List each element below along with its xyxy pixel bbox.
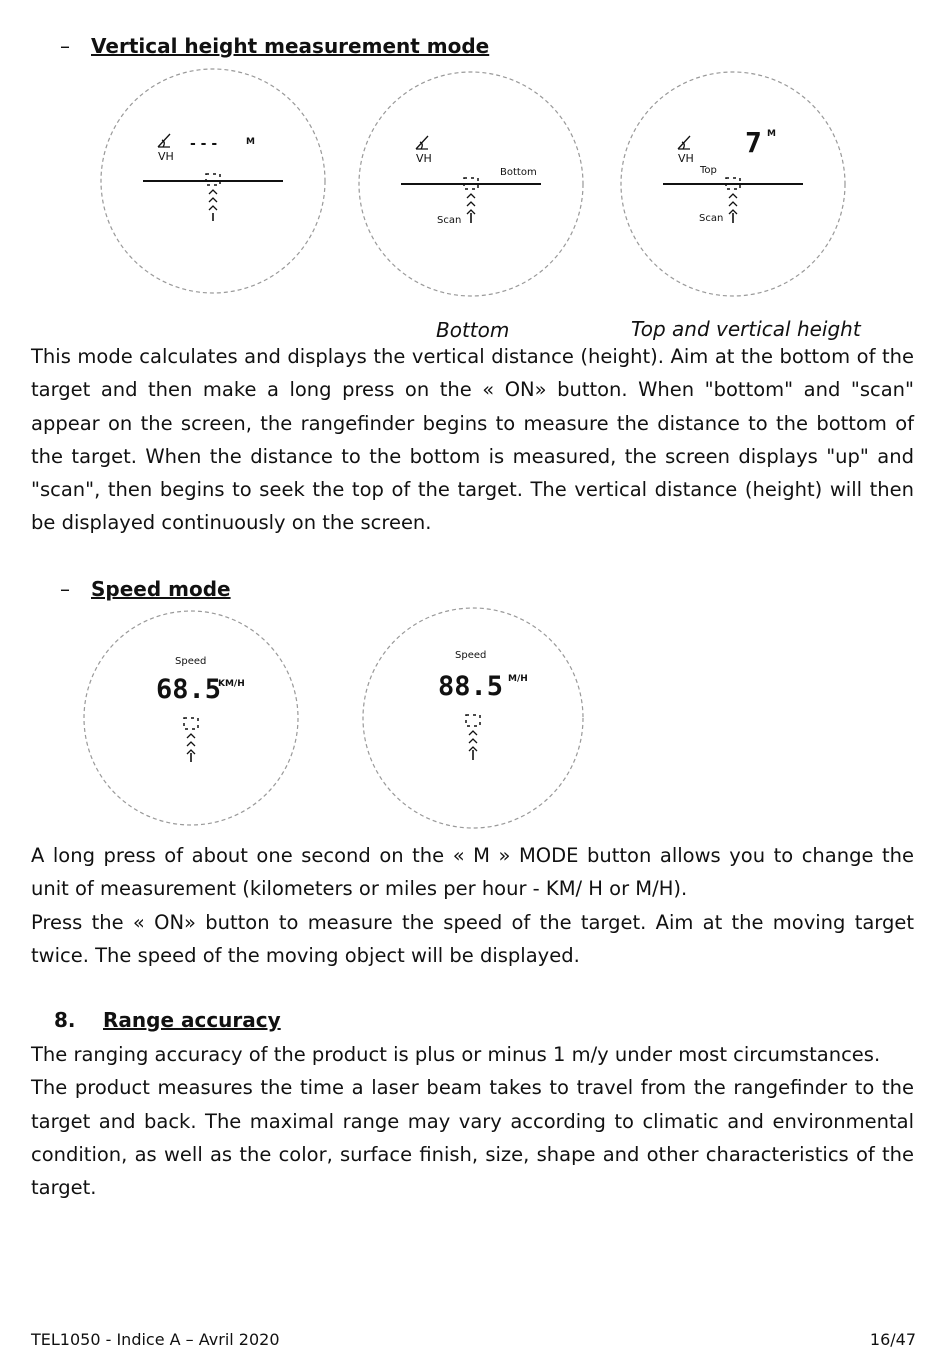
range-accuracy-heading: Range accuracy	[103, 1008, 281, 1032]
speed-mode-paragraph	[31, 839, 914, 972]
chevrons	[469, 731, 477, 751]
speed-mode-heading: Speed mode	[91, 577, 231, 601]
chevrons	[729, 194, 737, 214]
angle-icon	[678, 136, 690, 149]
speed-body-text-1: A long press of about one second on the « M » MODE button allows you to change the unit of measurement (kilometers or miles per hour - KM/ H or M/H).	[31, 844, 914, 901]
vh-displays-figure	[0, 60, 950, 310]
accuracy-body-text-2: The product measures the time a laser beam takes to travel from the rangefinder to the target and back. The maximal range may vary according to climatic and environmental condition, as well as the color, surface finish, size, shape and other characteristics of the target.	[31, 1076, 914, 1200]
list-dash: –	[60, 34, 70, 58]
height-dashes: - - -	[190, 136, 218, 152]
vh-mode-paragraph	[31, 340, 914, 540]
scan-label: Scan	[437, 215, 462, 226]
angle-icon	[416, 136, 428, 149]
footer-page-number: 16/47	[869, 1330, 916, 1349]
accuracy-body-text-1: The ranging accuracy of the product is plus or minus 1 m/y under most circumstances.	[31, 1043, 881, 1066]
aim-box	[466, 715, 480, 726]
vh-display-1	[101, 69, 325, 293]
speed-label: Speed	[175, 656, 207, 667]
speed-value: 88.5	[438, 671, 504, 702]
chevrons	[187, 734, 195, 754]
range-accuracy-paragraph	[31, 1038, 914, 1204]
vh-label: VH	[158, 150, 174, 163]
unit-label: M/H	[508, 674, 528, 684]
vh-label: VH	[678, 152, 694, 165]
unit-label: KM/H	[218, 679, 245, 689]
speed-value: 68.5	[156, 674, 222, 705]
speed-display-1	[84, 611, 298, 825]
list-dash: –	[60, 577, 70, 601]
caption-top-vertical-height: Top and vertical height	[631, 317, 861, 341]
scan-label: Scan	[699, 213, 724, 224]
unit-label: M	[246, 137, 255, 147]
vh-display-3	[621, 72, 845, 296]
footer-document-ref: TEL1050 - Indice A – Avril 2020	[31, 1330, 280, 1349]
vh-label: VH	[416, 152, 432, 165]
aim-box	[206, 174, 220, 185]
vh-body-text: This mode calculates and displays the vertical distance (height). Aim at the bottom of the target and then make a long press on the « ON» button. When "bottom" and "scan" appear on the screen, the rangefinder begins to measure the distance to the bottom of the target. When the distance to the bottom is measured, the screen displays "up" and "scan", then begins to seek the top of the target. The vertical distance (height) will then be displayed continuously on the screen.	[31, 345, 914, 535]
bottom-label: Bottom	[500, 167, 537, 178]
height-value: 7	[745, 126, 762, 159]
caption-bottom: Bottom	[436, 318, 510, 342]
chevrons	[209, 190, 217, 210]
aim-box	[184, 718, 198, 729]
chevrons	[467, 194, 475, 206]
speed-body-text-2: Press the « ON» button to measure the speed of the target. Aim at the moving target twice. The speed of the moving object will be displayed.	[31, 910, 914, 967]
unit-label: M	[767, 129, 776, 139]
angle-icon	[158, 134, 170, 147]
speed-displays-figure	[0, 600, 950, 835]
top-label: Top	[700, 165, 717, 176]
vh-display-2	[359, 72, 583, 296]
speed-display-2	[363, 608, 583, 828]
section-number: 8.	[54, 1008, 76, 1032]
speed-label: Speed	[455, 650, 487, 661]
reticle-circle	[363, 608, 583, 828]
vh-mode-heading: Vertical height measurement mode	[91, 34, 490, 58]
